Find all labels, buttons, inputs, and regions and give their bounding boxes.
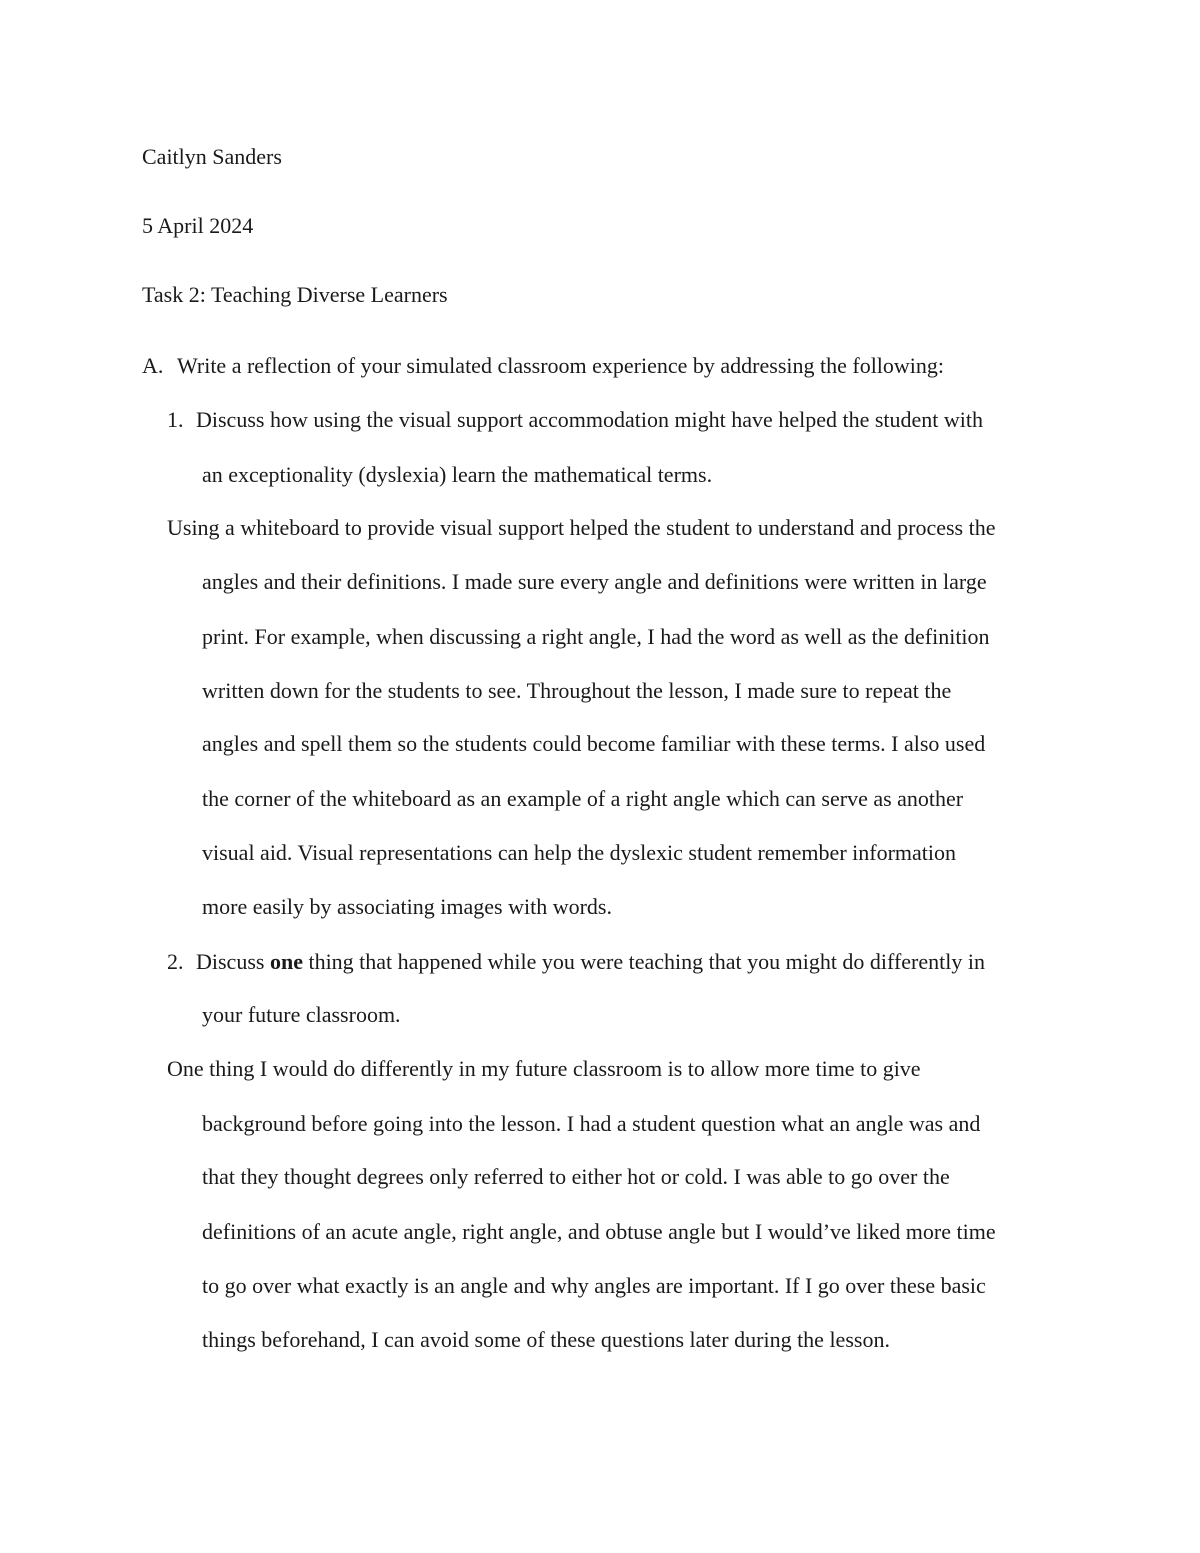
- question-2-line: [196, 951, 985, 973]
- question-2-number: 2.: [167, 949, 184, 974]
- document-date: 5 April 2024: [142, 213, 254, 238]
- question-1-line: an exceptionality (dyslexia) learn the mathematical terms.: [202, 462, 713, 487]
- answer-2-line: things beforehand, I can avoid some of these questions later during the lesson.: [202, 1327, 890, 1352]
- author-name: Caitlyn Sanders: [142, 144, 282, 169]
- question-1-number: 1.: [167, 407, 184, 432]
- question-2-pre: Discuss: [196, 949, 270, 974]
- answer-1-line: angles and spell them so the students could become familiar with these terms. I also used: [202, 731, 986, 756]
- answer-1-line: the corner of the whiteboard as an example of a right angle which can serve as another: [202, 786, 964, 811]
- answer-1-line: Using a whiteboard to provide visual support helped the student to understand and process the: [167, 515, 996, 540]
- question-2-line: your future classroom.: [202, 1002, 401, 1027]
- answer-2-line: that they thought degrees only referred to either hot or cold. I was able to go over the: [202, 1164, 950, 1189]
- answer-1-line: more easily by associating images with words.: [202, 894, 612, 919]
- question-1-line: Discuss how using the visual support accommodation might have helped the student with: [196, 407, 983, 432]
- answer-1-line: print. For example, when discussing a right angle, I had the word as well as the definition: [202, 624, 990, 649]
- answer-2-line: definitions of an acute angle, right angle, and obtuse angle but I would’ve liked more time: [202, 1219, 996, 1244]
- answer-2-line: One thing I would do differently in my future classroom is to allow more time to give: [167, 1056, 921, 1081]
- question-2-post: thing that happened while you were teaching that you might do differently in: [302, 949, 985, 974]
- answer-1-line: visual aid. Visual representations can help the dyslexic student remember information: [202, 840, 957, 865]
- section-a-prompt: Write a reflection of your simulated classroom experience by addressing the following:: [177, 353, 945, 378]
- answer-2-line: to go over what exactly is an angle and why angles are important. If I go over these basic: [202, 1273, 986, 1298]
- section-a-marker: A.: [142, 353, 164, 378]
- question-2-emphasis: one: [269, 949, 303, 974]
- answer-1-line: written down for the students to see. Throughout the lesson, I made sure to repeat the: [202, 678, 952, 703]
- document-title: Task 2: Teaching Diverse Learners: [142, 282, 448, 307]
- answer-1-line: angles and their definitions. I made sure every angle and definitions were written in large: [202, 569, 987, 594]
- answer-2-line: background before going into the lesson. I had a student question what an angle was and: [202, 1111, 981, 1136]
